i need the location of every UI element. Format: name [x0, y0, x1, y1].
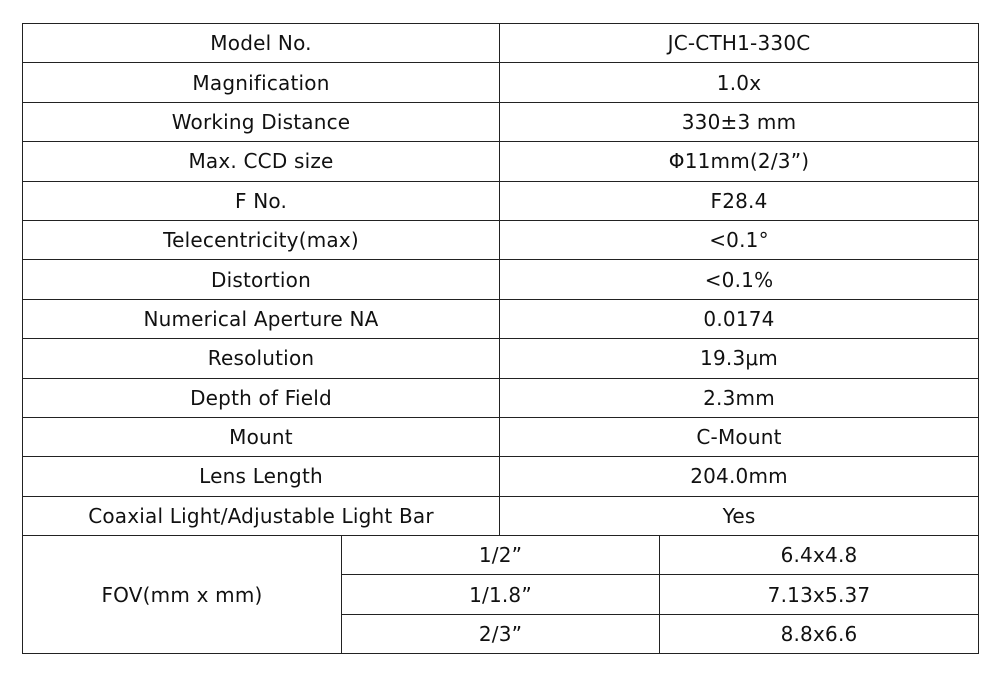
spec-label: Working Distance: [23, 102, 500, 141]
fov-size: 7.13x5.37: [660, 575, 979, 614]
table-row: [23, 457, 979, 496]
spec-label: Lens Length: [23, 457, 500, 496]
spec-value: Yes: [500, 496, 979, 535]
fov-sensor-format: 1/1.8”: [342, 575, 660, 614]
table-row: [23, 102, 979, 141]
spec-value: 19.3μm: [500, 339, 979, 378]
table-row: [23, 63, 979, 102]
fov-size: 6.4x4.8: [660, 536, 979, 575]
specification-table: [22, 23, 979, 654]
spec-value: 0.0174: [500, 299, 979, 338]
fov-sensor-format: 1/2”: [342, 536, 660, 575]
spec-value: 1.0x: [500, 63, 979, 102]
spec-label: Distortion: [23, 260, 500, 299]
table-row: [23, 24, 979, 63]
spec-value: C-Mount: [500, 417, 979, 456]
table-row: [23, 260, 979, 299]
table-row: [23, 299, 979, 338]
spec-label: Resolution: [23, 339, 500, 378]
spec-value: Φ11mm(2/3”): [500, 142, 979, 181]
spec-label: Coaxial Light/Adjustable Light Bar: [23, 496, 500, 535]
spec-value: 204.0mm: [500, 457, 979, 496]
fov-sensor-format: 2/3”: [342, 614, 660, 653]
spec-value: JC-CTH1-330C: [500, 24, 979, 63]
fov-label: FOV(mm x mm): [23, 536, 342, 654]
spec-label: Magnification: [23, 63, 500, 102]
spec-label: Model No.: [23, 24, 500, 63]
spec-value: <0.1°: [500, 220, 979, 259]
fov-row: [23, 536, 979, 575]
spec-label: F No.: [23, 181, 500, 220]
spec-label: Telecentricity(max): [23, 220, 500, 259]
table-row: [23, 378, 979, 417]
table-row: [23, 142, 979, 181]
table-row: [23, 181, 979, 220]
spec-value: 2.3mm: [500, 378, 979, 417]
spec-label: Mount: [23, 417, 500, 456]
table-row: [23, 496, 979, 535]
spec-value: F28.4: [500, 181, 979, 220]
spec-label: Depth of Field: [23, 378, 500, 417]
spec-label: Numerical Aperture NA: [23, 299, 500, 338]
spec-value: 330±3 mm: [500, 102, 979, 141]
spec-value: <0.1%: [500, 260, 979, 299]
fov-size: 8.8x6.6: [660, 614, 979, 653]
table-row: [23, 417, 979, 456]
table-row: [23, 220, 979, 259]
spec-label: Max. CCD size: [23, 142, 500, 181]
table-row: [23, 339, 979, 378]
